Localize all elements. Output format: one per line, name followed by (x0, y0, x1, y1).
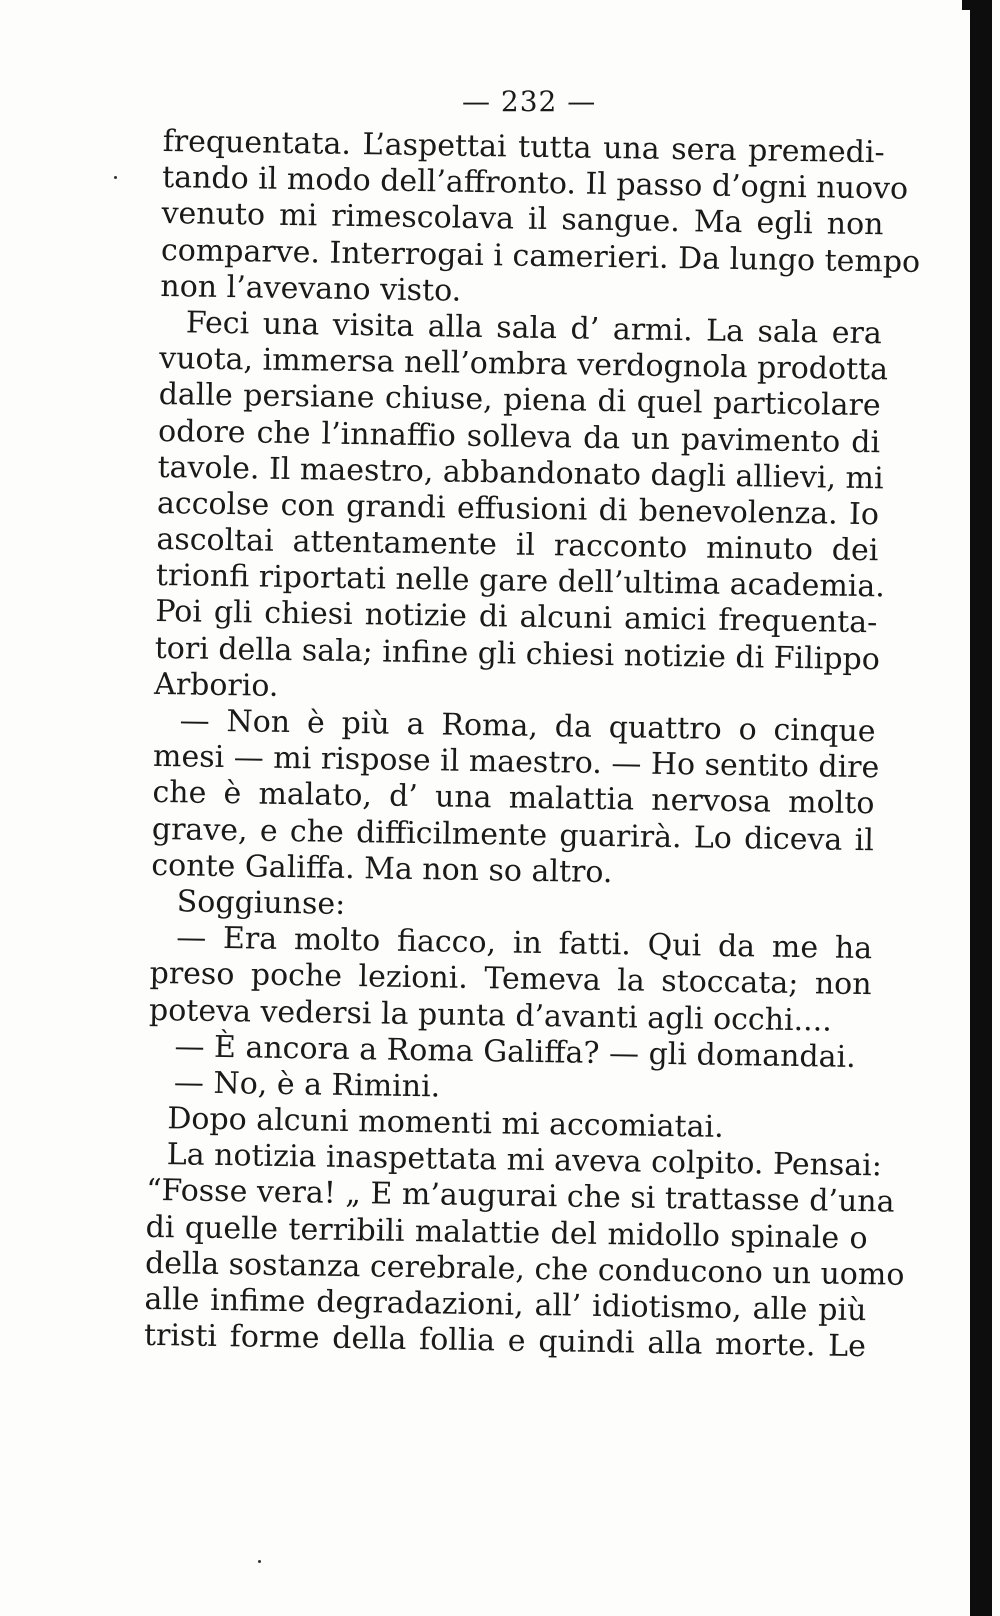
paper-speck (258, 1560, 261, 1563)
text-line: di quelle terribili malattie del midollo spinale o (145, 1209, 868, 1256)
text-line: — No, è a Rimini. (173, 1065, 441, 1105)
text-line: poteva vedersi la punta d’avanti agli occhi.... (148, 992, 833, 1039)
text-line: trionfi riportati nelle gare dell’ultima academia. (155, 558, 886, 605)
text-line: dalle persiane chiuse, piena di quel particolare (158, 377, 881, 424)
text-line: — Era molto fiacco, in fatti. Qui da me ha (175, 920, 873, 967)
text-line: Dopo alcuni momenti mi accomiatai. (167, 1101, 724, 1145)
text-line: non l’avevano visto. (160, 268, 462, 309)
text-line: comparve. Interrogai i camerieri. Da lungo tempo (160, 232, 921, 280)
text-line: tando il modo dell’affronto. Il passo d’ogni nuovo (161, 160, 909, 207)
text-line: preso poche lezioni. Temeva la stoccata; non (149, 956, 872, 1003)
text-line: della sostanza cerebrale, che conducono un uomo (144, 1245, 905, 1293)
page-number: — 232 — (462, 85, 597, 118)
text-line: mesi — mi rispose il maestro. — Ho sentito dire (152, 739, 880, 786)
text-line: Arborio. (153, 666, 279, 704)
text-line: Soggiunse: (176, 884, 346, 922)
text-line: vuota, immersa nell’ombra verdognola prodotta (159, 341, 889, 388)
body-text (143, 124, 921, 1366)
text-line: La notizia inaspettata mi aveva colpito. Pensai: (166, 1137, 883, 1184)
text-line: alle infime degradazioni, all’ idiotismo, alle più (144, 1281, 867, 1329)
text-line: che è malato, d’ una malattia nervosa molto (152, 775, 875, 822)
text-line: — È ancora a Roma Galiffa? — gli domandai. (174, 1028, 856, 1075)
text-line: conte Galiffa. Ma non so altro. (151, 847, 613, 890)
text-line: frequentata. L’aspettai tutta una sera premedi- (162, 124, 885, 171)
binding-edge (970, 0, 992, 1616)
text-line: tavole. Il maestro, abbandonato dagli allievi, mi (157, 449, 884, 497)
text-line: grave, e che difficilmente guarirà. Lo diceva il (151, 811, 875, 858)
text-line: Feci una visita alla sala d’ armi. La sala era (185, 305, 883, 352)
paper-speck (114, 176, 117, 179)
text-line: odore che l’innaffio solleva da un pavimento di (157, 413, 881, 460)
text-line: Poi gli chiesi notizie di alcuni amici frequenta- (155, 594, 878, 641)
text-line: — Non è più a Roma, da quattro o cinque (179, 703, 876, 750)
text-line: ascoltai attentamente il racconto minuto dei (156, 522, 879, 569)
text-line: venuto mi rimescolava il sangue. Ma egli non (161, 196, 884, 243)
text-line: tristi forme della follia e quindi alla morte. Le (143, 1318, 867, 1365)
text-line: tori della sala; infine gli chiesi notizie di Filippo (154, 630, 881, 677)
text-line: accolse con grandi effusioni di benevolenza. Io (156, 485, 880, 533)
text-line: “Fosse vera! „ E m’augurai che si trattasse d’una (145, 1173, 895, 1221)
